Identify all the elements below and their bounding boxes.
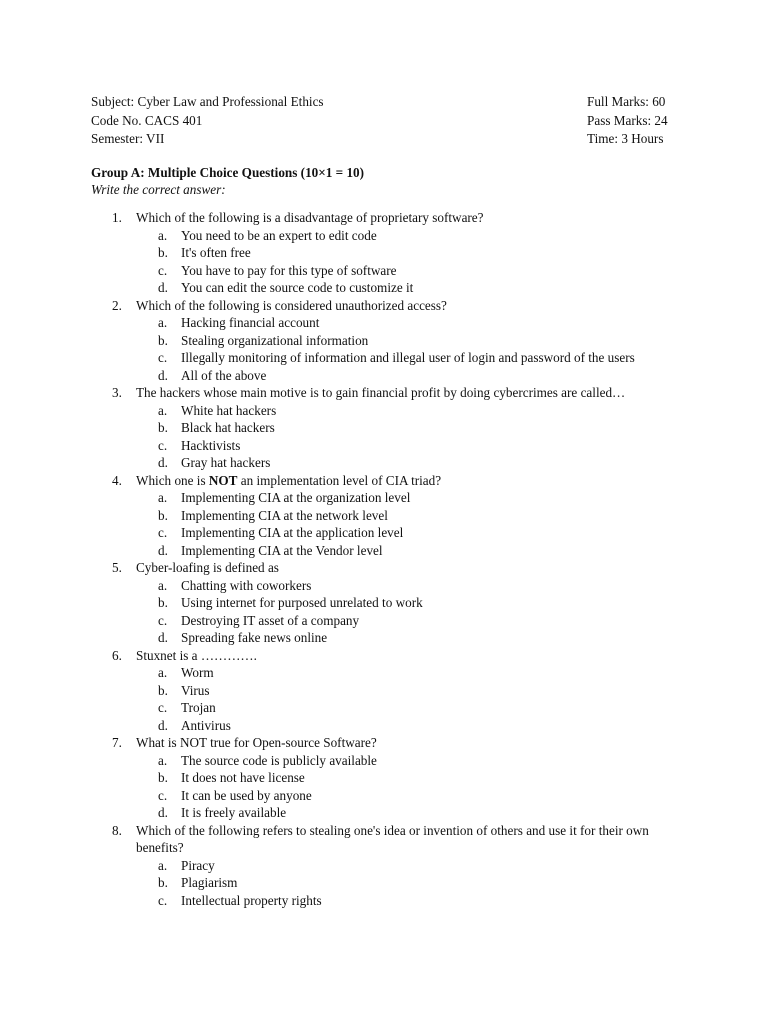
question-1	[0, 209, 682, 297]
option-text: Hacktivists	[181, 437, 241, 453]
option-d	[136, 367, 682, 385]
option-letter: a.	[158, 227, 168, 243]
option-a	[136, 752, 682, 770]
question-number: 8.	[112, 822, 122, 838]
option-text: You can edit the source code to customize it	[181, 280, 414, 295]
header-row-3	[91, 130, 671, 149]
question-text: What is NOT true for Open-source Software?	[136, 735, 377, 750]
option-a	[136, 314, 682, 332]
option-text: Implementing CIA at the organization level	[181, 490, 411, 505]
option-a	[136, 227, 682, 245]
option-text: Illegally monitoring of information and illegal user of login and password of the users	[181, 350, 635, 365]
option-list	[136, 227, 682, 297]
option-letter: d.	[158, 717, 168, 733]
option-text: It does not have license	[181, 770, 305, 785]
option-d	[136, 804, 682, 822]
question-text-before: Which one is	[136, 472, 209, 488]
option-a	[136, 402, 682, 420]
option-text: It can be used by anyone	[181, 787, 312, 803]
header-row-2	[91, 112, 671, 131]
exam-header	[91, 93, 671, 149]
option-a	[136, 489, 682, 507]
option-text: Destroying IT asset of a company	[181, 612, 360, 628]
option-text: It's often free	[181, 245, 251, 260]
option-letter: a.	[158, 577, 168, 593]
option-text: Intellectual property rights	[181, 892, 322, 908]
option-letter: a.	[158, 857, 168, 873]
question-number: 6.	[112, 647, 122, 663]
question-5	[0, 559, 682, 647]
option-letter: c.	[158, 437, 168, 453]
option-letter: c.	[158, 892, 168, 908]
option-c	[136, 892, 682, 910]
option-list	[136, 664, 682, 734]
option-text: Black hat hackers	[181, 420, 275, 435]
option-a	[136, 857, 682, 875]
option-letter: d.	[158, 367, 168, 383]
question-text	[136, 472, 682, 490]
option-letter: b.	[158, 332, 168, 348]
option-text: You have to pay for this type of software	[181, 262, 397, 278]
option-d	[136, 629, 682, 647]
option-c	[136, 262, 682, 280]
option-text: You need to be an expert to edit code	[181, 227, 377, 243]
question-text: Which of the following is considered unauthorized access?	[136, 297, 447, 313]
question-text-emphasis: NOT	[208, 472, 238, 488]
option-c	[136, 349, 682, 367]
header-row-1	[91, 93, 671, 112]
option-text: Worm	[181, 665, 214, 680]
question-text: Stuxnet is a ………….	[136, 647, 257, 663]
option-letter: a.	[158, 315, 168, 330]
option-list	[136, 402, 682, 472]
question-text-after: an implementation level of CIA triad?	[237, 472, 442, 488]
question-text: The hackers whose main motive is to gain financial profit by doing cybercrimes are called…	[136, 385, 626, 400]
option-c	[136, 699, 682, 717]
question-text: Cyber-loafing is defined as	[136, 560, 279, 575]
question-list	[0, 209, 768, 909]
option-text: Plagiarism	[181, 875, 238, 890]
option-text: Gray hat hackers	[181, 455, 271, 470]
option-letter: a.	[158, 402, 168, 418]
option-letter: b.	[158, 420, 168, 435]
instruction-text: Write the correct answer:	[91, 182, 226, 197]
full-marks-label: Full Marks: 60	[587, 94, 666, 109]
option-b	[136, 594, 682, 612]
option-text: Spreading fake news online	[181, 630, 328, 645]
option-d	[136, 454, 682, 472]
code-label: Code No. CACS 401	[91, 112, 203, 128]
option-b	[136, 682, 682, 700]
option-list	[136, 857, 682, 910]
option-d	[136, 717, 682, 735]
option-letter: b.	[158, 245, 168, 260]
option-text: Antivirus	[181, 717, 231, 733]
option-letter: c.	[158, 262, 168, 278]
option-c	[136, 437, 682, 455]
question-4	[0, 472, 682, 560]
question-text: Which of the following refers to stealing one's idea or invention of others and use it for their own benefits?	[136, 822, 649, 855]
question-number: 3.	[112, 385, 122, 400]
option-letter: c.	[158, 525, 168, 540]
option-letter: d.	[158, 542, 168, 558]
option-text: Virus	[181, 682, 210, 698]
option-text: Implementing CIA at the network level	[181, 507, 388, 523]
time-label: Time: 3 Hours	[587, 131, 664, 146]
option-text: White hat hackers	[181, 402, 277, 418]
option-letter: c.	[158, 787, 168, 803]
option-letter: d.	[158, 805, 168, 820]
option-letter: c.	[158, 700, 168, 715]
group-title: Group A: Multiple Choice Questions (10×1 = 10)	[91, 165, 365, 180]
option-text: Stealing organizational information	[181, 332, 369, 348]
question-8	[0, 822, 682, 910]
option-text: Hacking financial account	[181, 315, 320, 330]
option-d	[136, 542, 682, 560]
option-letter: b.	[158, 595, 168, 610]
option-text: Using internet for purposed unrelated to work	[181, 595, 423, 610]
option-letter: d.	[158, 280, 168, 295]
option-letter: d.	[158, 630, 168, 645]
option-b	[136, 332, 682, 350]
option-c	[136, 612, 682, 630]
option-a	[136, 577, 682, 595]
option-text: Implementing CIA at the Vendor level	[181, 542, 383, 558]
option-letter: b.	[158, 770, 168, 785]
option-c	[136, 787, 682, 805]
option-b	[136, 419, 682, 437]
option-text: All of the above	[181, 367, 267, 383]
question-text: Which of the following is a disadvantage of proprietary software?	[136, 210, 484, 225]
option-letter: a.	[158, 665, 168, 680]
question-7	[0, 734, 682, 822]
option-list	[136, 314, 682, 384]
option-list	[136, 489, 682, 559]
option-text: Chatting with coworkers	[181, 577, 312, 593]
option-letter: b.	[158, 875, 168, 890]
pass-marks-label: Pass Marks: 24	[587, 112, 668, 128]
option-a	[136, 664, 682, 682]
option-text: It is freely available	[181, 805, 287, 820]
question-2	[0, 297, 682, 385]
semester-label: Semester: VII	[91, 131, 165, 146]
option-letter: b.	[158, 507, 168, 523]
option-letter: c.	[158, 350, 168, 365]
option-list	[136, 577, 682, 647]
option-letter: b.	[158, 682, 168, 698]
question-number: 2.	[112, 297, 122, 313]
question-number: 7.	[112, 735, 122, 750]
option-list	[136, 752, 682, 822]
option-b	[136, 874, 682, 892]
question-number: 4.	[112, 472, 122, 488]
option-letter: a.	[158, 490, 168, 505]
question-number: 1.	[112, 210, 122, 225]
option-text: The source code is publicly available	[181, 752, 377, 768]
option-text: Piracy	[181, 857, 215, 873]
option-b	[136, 507, 682, 525]
option-letter: a.	[158, 752, 168, 768]
question-3	[0, 384, 682, 472]
option-letter: d.	[158, 455, 168, 470]
question-number: 5.	[112, 560, 122, 575]
subject-label: Subject: Cyber Law and Professional Ethics	[91, 94, 324, 109]
option-b	[136, 769, 682, 787]
option-d	[136, 279, 682, 297]
option-c	[136, 524, 682, 542]
question-6	[0, 647, 682, 735]
option-text: Implementing CIA at the application level	[181, 525, 404, 540]
option-letter: c.	[158, 612, 168, 628]
option-b	[136, 244, 682, 262]
option-text: Trojan	[181, 700, 216, 715]
